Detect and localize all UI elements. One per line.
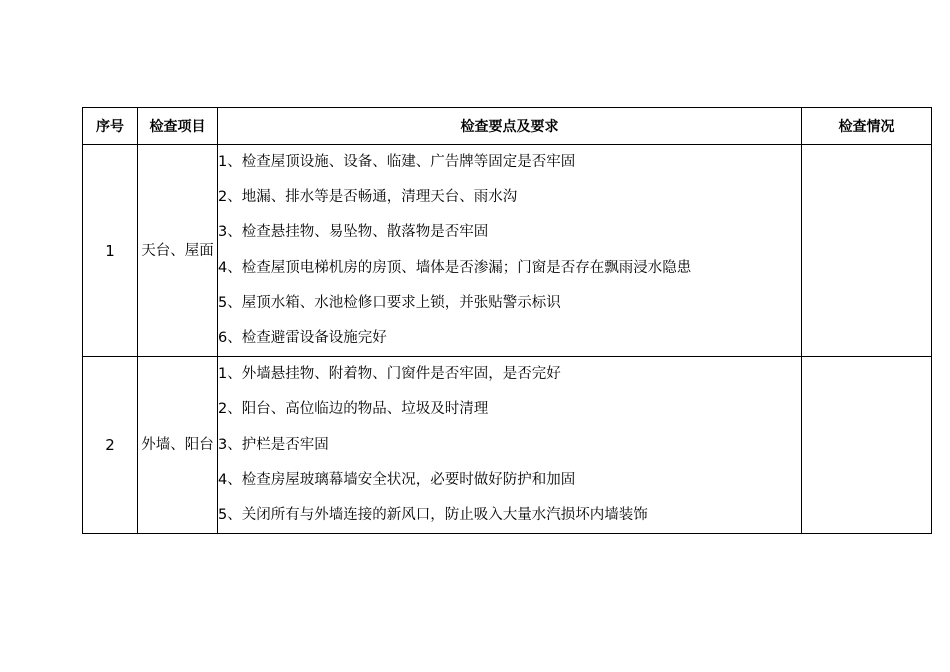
row-points <box>218 145 802 357</box>
header-result: 检查情况 <box>802 108 932 145</box>
header-item: 检查项目 <box>138 108 218 145</box>
check-point: 2、阳台、高位临边的物品、垃圾及时清理 <box>218 401 489 418</box>
table-header-row <box>83 108 932 145</box>
row-result-cell[interactable] <box>802 357 932 534</box>
check-point: 1、检查屋顶设施、设备、临建、广告牌等固定是否牢固 <box>218 154 576 170</box>
check-point: 1、外墙悬挂物、附着物、门窗件是否牢固，是否完好 <box>218 366 561 383</box>
check-point: 6、检查避雷设备设施完好 <box>218 329 387 346</box>
check-point: 3、检查悬挂物、易坠物、散落物是否牢固 <box>218 224 489 241</box>
row-item: 天台、屋面 <box>138 145 218 357</box>
table-row <box>83 357 932 534</box>
check-point: 4、检查屋顶电梯机房的房顶、墙体是否渗漏；门窗是否存在飘雨浸水隐患 <box>218 259 692 276</box>
row-number: 1 <box>83 145 138 357</box>
row-result-cell[interactable] <box>802 145 932 357</box>
row-item: 外墙、阳台 <box>138 357 218 534</box>
inspection-table <box>82 107 932 534</box>
table-row <box>83 145 932 357</box>
header-no: 序号 <box>83 108 138 145</box>
check-point: 3、护栏是否牢固 <box>218 436 329 453</box>
row-points <box>218 357 802 534</box>
check-point: 5、关闭所有与外墙连接的新风口，防止吸入大量水汽损坏内墙装饰 <box>218 506 648 523</box>
header-points: 检查要点及要求 <box>218 108 802 145</box>
check-point: 4、检查房屋玻璃幕墙安全状况，必要时做好防护和加固 <box>218 471 576 488</box>
check-point: 2、地漏、排水等是否畅通，清理天台、雨水沟 <box>218 189 518 206</box>
check-point: 5、屋顶水箱、水池检修口要求上锁，并张贴警示标识 <box>218 294 561 311</box>
row-number: 2 <box>83 357 138 534</box>
